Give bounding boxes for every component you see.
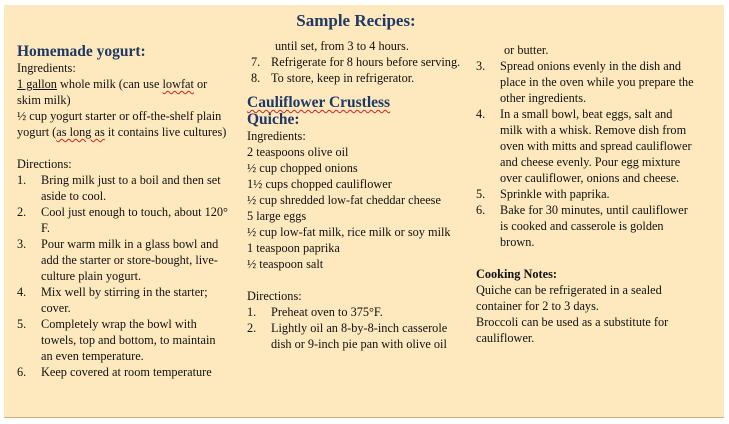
- quiche-step-number: 6.: [476, 203, 486, 217]
- yogurt-step-number: 6.: [17, 365, 27, 379]
- yogurt-ingredients-label: Ingredients:: [17, 61, 76, 75]
- quiche-ingredients-label: Ingredients:: [247, 129, 306, 143]
- yogurt-step-number: 1.: [17, 173, 27, 187]
- yogurt-step6-continued: until set, from 3 to 4 hours.: [275, 39, 409, 53]
- yogurt-step-text: Cool just enough to touch, about 120° F.: [41, 205, 228, 235]
- yogurt-column: [17, 43, 229, 380]
- yogurt-steps-continued: [247, 54, 467, 86]
- yogurt-step-text: Refrigerate for 8 hours before serving.: [271, 55, 461, 69]
- yogurt-step-text: Mix well by stirring in the starter; cover.: [41, 285, 208, 315]
- middle-column: [247, 38, 467, 352]
- quiche-ingredient: ½ teaspoon salt: [247, 257, 324, 271]
- quiche-ingredient: 1½ cups chopped cauliflower: [247, 177, 392, 191]
- quiche-step-text: Sprinkle with paprika.: [500, 187, 610, 201]
- quiche-step: [476, 106, 696, 186]
- yogurt-step-number: 2.: [17, 205, 27, 219]
- quiche-heading-line2: Quiche:: [247, 111, 300, 128]
- quiche-step-text: Spread onions evenly in the dish and place in the oven while you prepare the other ingredients.: [500, 59, 694, 105]
- yogurt-ingredient-starter: [17, 108, 229, 140]
- yogurt-step-text: Keep covered at room temperature: [41, 365, 212, 379]
- quiche-step-text: In a small bowl, beat eggs, salt and milk with a whisk. Remove dish from oven with mitts and spread cauliflower and cheese evenly. Pour egg mixture over cauliflower, onions and cheese.: [500, 107, 692, 185]
- skim-text: or skim milk): [17, 77, 208, 107]
- recipe-card: [4, 5, 724, 418]
- quiche-step: [247, 304, 467, 320]
- quiche-directions-label: Directions:: [247, 289, 302, 303]
- quiche-step-text: Lightly oil an 8-by-8-inch casserole dish or 9-inch pie pan with olive oil: [271, 321, 448, 351]
- yogurt-step: [17, 172, 229, 204]
- as-long-as-text: as long as: [56, 125, 105, 139]
- yogurt-step-text: Completely wrap the bowl with towels, top and bottom, to maintain an even temperature.: [41, 317, 216, 363]
- yogurt-step-text: Bring milk just to a boil and then set aside to cool.: [41, 173, 221, 203]
- quiche-ingredients: [247, 144, 467, 272]
- yogurt-step-number: 8.: [251, 71, 261, 85]
- quiche-steps: [247, 304, 467, 352]
- yogurt-step: [17, 204, 229, 236]
- quiche-ingredient: ½ cup low-fat milk, rice milk or soy milk: [247, 225, 451, 239]
- lowfat-text: lowfat: [162, 77, 194, 91]
- yogurt-heading: Homemade yogurt:: [17, 43, 146, 60]
- quiche-step2-continued: or butter.: [504, 43, 549, 57]
- quiche-ingredient: ½ cup shredded low-fat cheddar cheese: [247, 193, 441, 207]
- right-column: [476, 42, 696, 346]
- quiche-step-text: Preheat oven to 375°F.: [271, 305, 383, 319]
- quiche-step: [476, 186, 696, 202]
- page-title: Sample Recipes:: [296, 11, 416, 30]
- yogurt-step-text: To store, keep in refrigerator.: [271, 71, 415, 85]
- cooking-note-1: Quiche can be refrigerated in a sealed container for 2 to 3 days.: [476, 283, 662, 313]
- yogurt-step: [17, 236, 229, 284]
- quiche-steps-continued: [476, 58, 696, 250]
- cooking-notes-label: Cooking Notes:: [476, 267, 557, 281]
- yogurt-step: [17, 364, 229, 380]
- yogurt-step: [247, 70, 467, 86]
- yogurt-step-number: 7.: [251, 55, 261, 69]
- cultures-text: it contains live cultures): [104, 125, 227, 139]
- gallon-text: 1 gallon: [17, 77, 57, 91]
- quiche-heading: [247, 94, 467, 128]
- yogurt-step: [17, 284, 229, 316]
- cooking-note-2: Broccoli can be used as a substitute for cauliflower.: [476, 315, 669, 345]
- quiche-ingredient: 5 large eggs: [247, 209, 307, 223]
- yogurt-step-number: 3.: [17, 237, 27, 251]
- yogurt-step-number: 4.: [17, 285, 27, 299]
- starter-text: ½ cup yogurt starter or off-the-shelf plain yogurt (: [17, 109, 222, 139]
- quiche-step-number: 1.: [247, 305, 257, 319]
- yogurt-step: [17, 316, 229, 364]
- quiche-step: [476, 202, 696, 250]
- milk-text: whole milk (can use: [56, 77, 163, 91]
- yogurt-step: [247, 54, 467, 70]
- quiche-step-text: Bake for 30 minutes, until cauliflower is cooked and casserole is golden brown.: [500, 203, 688, 249]
- quiche-step-number: 2.: [247, 321, 257, 335]
- quiche-ingredient: 2 teaspoons olive oil: [247, 145, 349, 159]
- quiche-step-number: 3.: [476, 59, 486, 73]
- yogurt-step-number: 5.: [17, 317, 27, 331]
- quiche-step: [476, 58, 696, 106]
- quiche-step-number: 4.: [476, 107, 486, 121]
- quiche-ingredient: 1 teaspoon paprika: [247, 241, 340, 255]
- yogurt-ingredient-milk: [17, 76, 229, 108]
- quiche-heading-line1: Cauliflower Crustless: [247, 94, 391, 111]
- yogurt-directions-label: Directions:: [17, 157, 72, 171]
- quiche-step-number: 5.: [476, 187, 486, 201]
- quiche-step: [247, 320, 467, 352]
- quiche-ingredient: ½ cup chopped onions: [247, 161, 358, 175]
- yogurt-step-text: Pour warm milk in a glass bowl and add the starter or store-bought, live-culture plain yogurt.: [41, 237, 219, 283]
- yogurt-steps: [17, 172, 229, 380]
